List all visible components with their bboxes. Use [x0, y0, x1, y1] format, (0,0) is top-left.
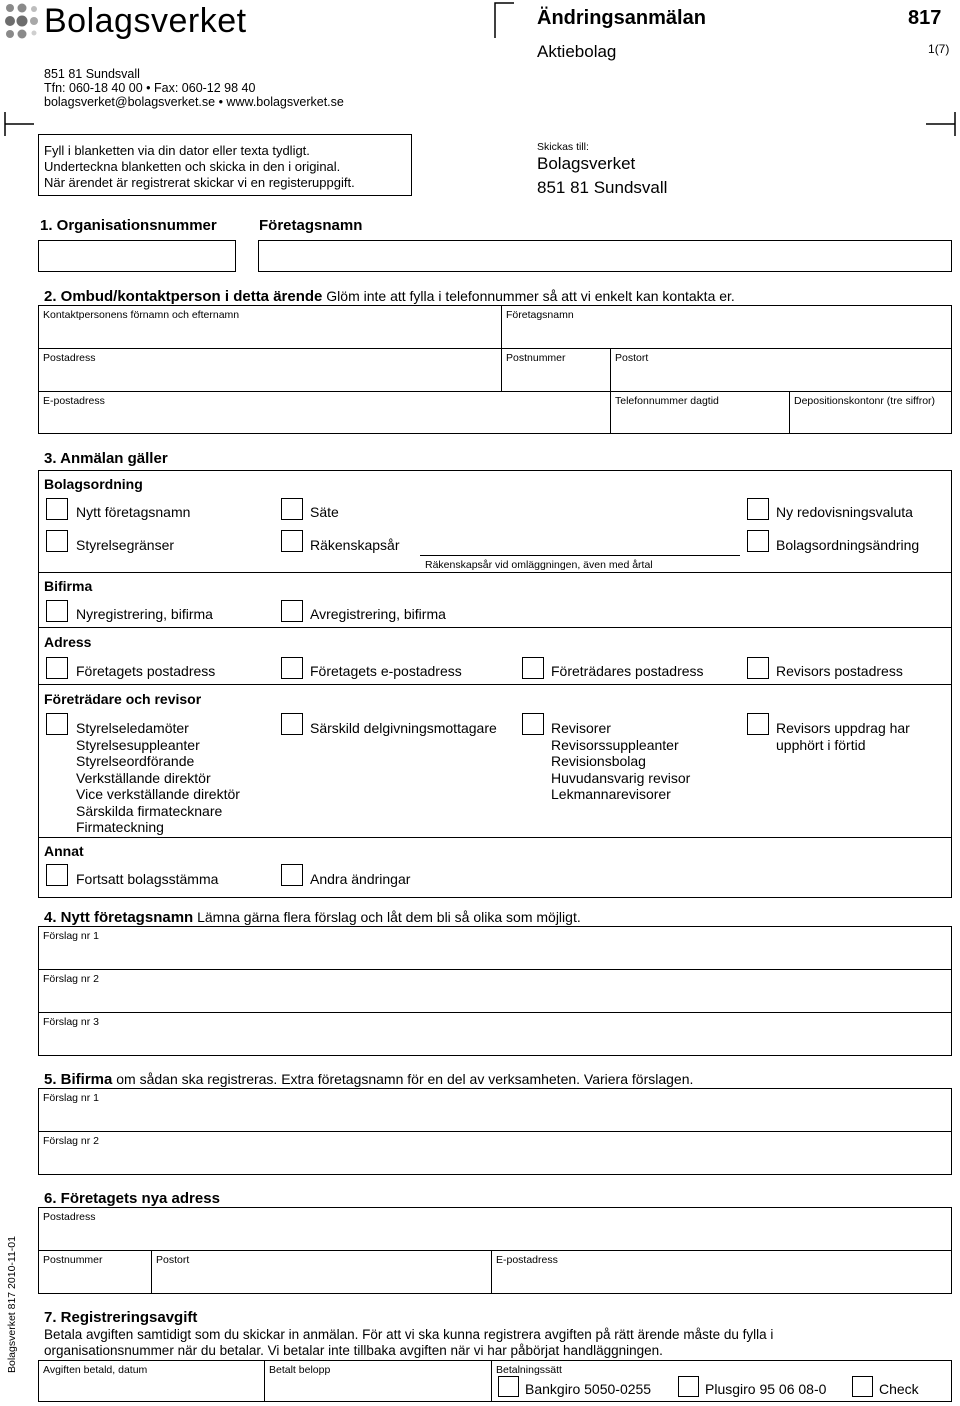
revisor-upphort-line: upphört i förtid — [776, 736, 866, 753]
plusgiro-checkbox[interactable] — [678, 1376, 699, 1397]
revisor-item: Huvudansvarig revisor — [551, 769, 691, 786]
styrelse-item: Vice verkställande direktör — [76, 786, 240, 802]
section2-heading — [44, 288, 735, 305]
bifirma-forslag-1-field[interactable] — [39, 1089, 951, 1132]
namn-forslag-1-field[interactable] — [39, 927, 951, 970]
section2-title: 2. Ombud/kontaktperson i detta ärende — [44, 288, 323, 305]
section2-note: Glöm inte att fylla i telefonnummer så att vi enkelt kan kontakta er. — [326, 288, 735, 304]
contact-phone-label: Telefonnummer dagtid — [615, 395, 719, 407]
sender-web: bolagsverket@bolagsverket.se • www.bolagsverket.se — [44, 95, 344, 109]
ny-valuta-label: Ny redovisningsvaluta — [776, 504, 913, 520]
styrelse-item: Styrelseledamöter — [76, 720, 189, 736]
bifirma-forslag-2-field[interactable] — [39, 1132, 951, 1174]
ny-postadress-field[interactable] — [39, 1208, 951, 1251]
revisor-item: Lekmannarevisorer — [551, 786, 671, 802]
deposit-account-label: Depositionskontonr (tre siffror) — [794, 395, 936, 407]
revisor-upphort-label — [776, 720, 910, 753]
contact-postal-address-label: Postadress — [43, 352, 96, 364]
bolagsordningsandring-label: Bolagsordningsändring — [776, 537, 920, 553]
side-text — [6, 1228, 20, 1378]
deposit-account-field[interactable] — [790, 392, 951, 433]
bolagsordning-heading: Bolagsordning — [44, 476, 143, 492]
crop-mark-left — [4, 112, 34, 136]
send-to-name: Bolagsverket — [537, 154, 636, 173]
logo — [4, 2, 264, 46]
contact-city-field[interactable] — [611, 349, 951, 392]
andra-andringar-label: Andra ändringar — [310, 871, 411, 887]
send-to-label: Skickas till: — [537, 141, 589, 153]
page-total: (7) — [934, 42, 950, 56]
logo-dots-icon — [4, 2, 42, 42]
sender-address: 851 81 Sundsvall — [44, 67, 140, 81]
revisors-postadress-checkbox[interactable] — [747, 657, 769, 679]
revisor-item: Revisionsbolag — [551, 753, 646, 769]
logo-text: Bolagsverket — [44, 2, 247, 40]
styrelse-item: Styrelseordförande — [76, 753, 195, 769]
section4-note: Lämna gärna flera förslag och låt dem bli så olika som möjligt. — [197, 909, 581, 925]
styrelse-item: Verkställande direktör — [76, 769, 211, 786]
sender-phone: Tfn: 060-18 40 00 • Fax: 060-12 98 40 — [44, 81, 256, 95]
betalt-belopp-field[interactable] — [265, 1361, 492, 1401]
rakenskapsar-hint: Räkenskapsår vid omläggningen, även med årtal — [425, 559, 653, 571]
form-title: Ändringsanmälan — [537, 7, 706, 29]
betalningssatt-label: Betalningssätt — [496, 1364, 562, 1376]
contact-postal-code-label: Postnummer — [506, 352, 566, 364]
revisor-item: Revisorer — [551, 720, 611, 736]
sarskild-delgivning-checkbox[interactable] — [281, 713, 303, 735]
revisor-item: Revisorssuppleanter — [551, 736, 679, 753]
revisors-postadress-label: Revisors postadress — [776, 663, 903, 679]
divider-annat — [38, 837, 952, 838]
section5-note: om sådan ska registreras. Extra företagsnamn för en del av verksamheten. Variera förslagen. — [116, 1071, 694, 1087]
side-text-label: Bolagsverket 817 2010-11-01 — [6, 1236, 18, 1373]
sarskild-delgivning-label: Särskild delgivningsmottagare — [310, 720, 497, 736]
page-indicator — [928, 42, 949, 56]
bifirma-forslag-2-label: Förslag nr 2 — [43, 1135, 100, 1147]
andra-andringar-checkbox[interactable] — [281, 864, 303, 886]
avgift-datum-label: Avgiften betald, datum — [43, 1364, 148, 1376]
ny-postadress-label: Postadress — [43, 1211, 96, 1223]
foretradares-postadress-label: Företrädares postadress — [551, 663, 704, 679]
company-name-label: Företagsnamn — [259, 217, 363, 234]
styrelse-item: Styrelsesuppleanter — [76, 736, 200, 753]
contact-postal-address-field[interactable] — [39, 349, 502, 392]
section5-title: 5. Bifirma — [44, 1071, 113, 1088]
fortsatt-stamma-label: Fortsatt bolagsstämma — [76, 871, 219, 887]
foretagets-epost-checkbox[interactable] — [281, 657, 303, 679]
form-number: 817 — [908, 7, 942, 29]
section5-heading — [44, 1071, 693, 1088]
contact-name-field[interactable] — [39, 306, 502, 349]
foretradares-postadress-checkbox[interactable] — [522, 657, 544, 679]
section2-grid — [38, 305, 952, 434]
ny-epostadress-field[interactable] — [492, 1251, 951, 1293]
styrelse-item: Särskilda firmatecknare — [76, 802, 223, 819]
divider-foretradare — [38, 684, 952, 685]
contact-email-field[interactable] — [39, 392, 611, 433]
company-name-input[interactable] — [258, 240, 952, 272]
section7-text-1: Betala avgiften samtidigt som du skickar in anmälan. För att vi ska kunna registrera avgiften på rätt ärende måste du fylla i — [44, 1327, 774, 1342]
contact-city-label: Postort — [615, 352, 649, 364]
instruction-line-1: Fyll i blanketten via din dator eller texta tydligt. — [44, 143, 310, 158]
section7-title: 7. Registreringsavgift — [44, 1309, 198, 1326]
contact-phone-field[interactable] — [611, 392, 790, 433]
ny-postort-label: Postort — [156, 1254, 190, 1266]
adress-heading: Adress — [44, 634, 92, 650]
rakenskapsar-checkbox[interactable] — [281, 530, 303, 552]
bankgiro-checkbox[interactable] — [498, 1376, 519, 1397]
sate-checkbox[interactable] — [281, 498, 303, 520]
revisor-upphort-line: Revisors uppdrag har — [776, 720, 910, 736]
nyreg-bifirma-label: Nyregistrering, bifirma — [76, 606, 213, 622]
namn-forslag-3-field[interactable] — [39, 1013, 951, 1055]
section6-title: 6. Företagets nya adress — [44, 1190, 220, 1207]
section4-heading — [44, 909, 581, 926]
styrelse-list — [76, 720, 240, 836]
send-to-city: 851 81 Sundsvall — [537, 178, 668, 197]
contact-company-field[interactable] — [502, 306, 951, 349]
styrelse-item: Firmateckning — [76, 819, 164, 835]
namn-forslag-2-label: Förslag nr 2 — [43, 973, 100, 985]
page-main: 1 — [928, 42, 935, 56]
styrelse-checkbox[interactable] — [46, 713, 68, 735]
nytt-foretagsnamn-checkbox[interactable] — [46, 498, 68, 520]
section7-text-2: organisationsnummer när du betalar. Vi betalar inte tillbaka avgiften när vi har påbörjat handläggningen. — [44, 1343, 663, 1358]
section3-title: 3. Anmälan gäller — [44, 450, 168, 467]
avgift-datum-field[interactable] — [39, 1361, 265, 1401]
fortsatt-stamma-checkbox[interactable] — [46, 864, 68, 886]
form-subtitle: Aktiebolag — [537, 42, 617, 61]
bolagsordningsandring-checkbox[interactable] — [747, 530, 769, 552]
foretagets-epost-label: Företagets e-postadress — [310, 663, 462, 679]
section5-box — [38, 1088, 952, 1175]
instructions-box — [38, 134, 412, 196]
divider-bifirma — [38, 572, 952, 573]
contact-email-label: E-postadress — [43, 395, 105, 407]
contact-company-label: Företagsnamn — [506, 309, 574, 321]
revisor-checkbox[interactable] — [522, 713, 544, 735]
section4-box — [38, 926, 952, 1056]
rakenskapsar-label: Räkenskapsår — [310, 537, 400, 553]
check-checkbox[interactable] — [852, 1376, 873, 1397]
annat-heading: Annat — [44, 843, 84, 859]
ny-valuta-checkbox[interactable] — [747, 498, 769, 520]
ny-postort-field[interactable] — [152, 1251, 492, 1293]
section4-title: 4. Nytt företagsnamn — [44, 909, 194, 926]
rakenskapsar-input[interactable] — [420, 540, 740, 556]
ny-epostadress-label: E-postadress — [496, 1254, 558, 1266]
foretradare-revisor-heading: Företrädare och revisor — [44, 691, 202, 707]
namn-forslag-1-label: Förslag nr 1 — [43, 930, 100, 942]
avreg-bifirma-label: Avregistrering, bifirma — [310, 606, 446, 622]
org-number-input[interactable] — [38, 240, 236, 272]
foretagets-postadress-label: Företagets postadress — [76, 663, 216, 679]
bifirma-forslag-1-label: Förslag nr 1 — [43, 1092, 100, 1104]
plusgiro-label: Plusgiro 95 06 08-0 — [705, 1381, 827, 1397]
contact-name-label: Kontaktpersonens förnamn och efternamn — [43, 309, 240, 321]
bifirma-heading: Bifirma — [44, 578, 93, 594]
nyreg-bifirma-checkbox[interactable] — [46, 600, 68, 622]
revisor-list — [551, 720, 690, 803]
check-label: Check — [879, 1381, 919, 1397]
styrelsegranser-label: Styrelsegränser — [76, 537, 175, 553]
bankgiro-label: Bankgiro 5050-0255 — [525, 1381, 652, 1397]
sate-label: Säte — [310, 504, 339, 520]
section6-box — [38, 1207, 952, 1294]
org-number-label: 1. Organisationsnummer — [40, 217, 217, 234]
namn-forslag-3-label: Förslag nr 3 — [43, 1016, 100, 1028]
ny-postnummer-field[interactable] — [39, 1251, 152, 1293]
crop-mark-top — [494, 2, 514, 38]
instruction-line-2: Underteckna blanketten och skicka in den i original. — [44, 159, 341, 174]
crop-mark-right — [926, 112, 956, 136]
instruction-line-3: När ärendet är registrerat skickar vi en registeruppgift. — [44, 175, 355, 190]
betalt-belopp-label: Betalt belopp — [269, 1364, 331, 1376]
avreg-bifirma-checkbox[interactable] — [281, 600, 303, 622]
contact-postal-code-field[interactable] — [502, 349, 611, 392]
revisor-upphort-checkbox[interactable] — [747, 713, 769, 735]
foretagets-postadress-checkbox[interactable] — [46, 657, 68, 679]
divider-adress — [38, 627, 952, 628]
styrelsegranser-checkbox[interactable] — [46, 530, 68, 552]
ny-postnummer-label: Postnummer — [43, 1254, 103, 1266]
namn-forslag-2-field[interactable] — [39, 970, 951, 1013]
nytt-foretagsnamn-label: Nytt företagsnamn — [76, 504, 191, 520]
